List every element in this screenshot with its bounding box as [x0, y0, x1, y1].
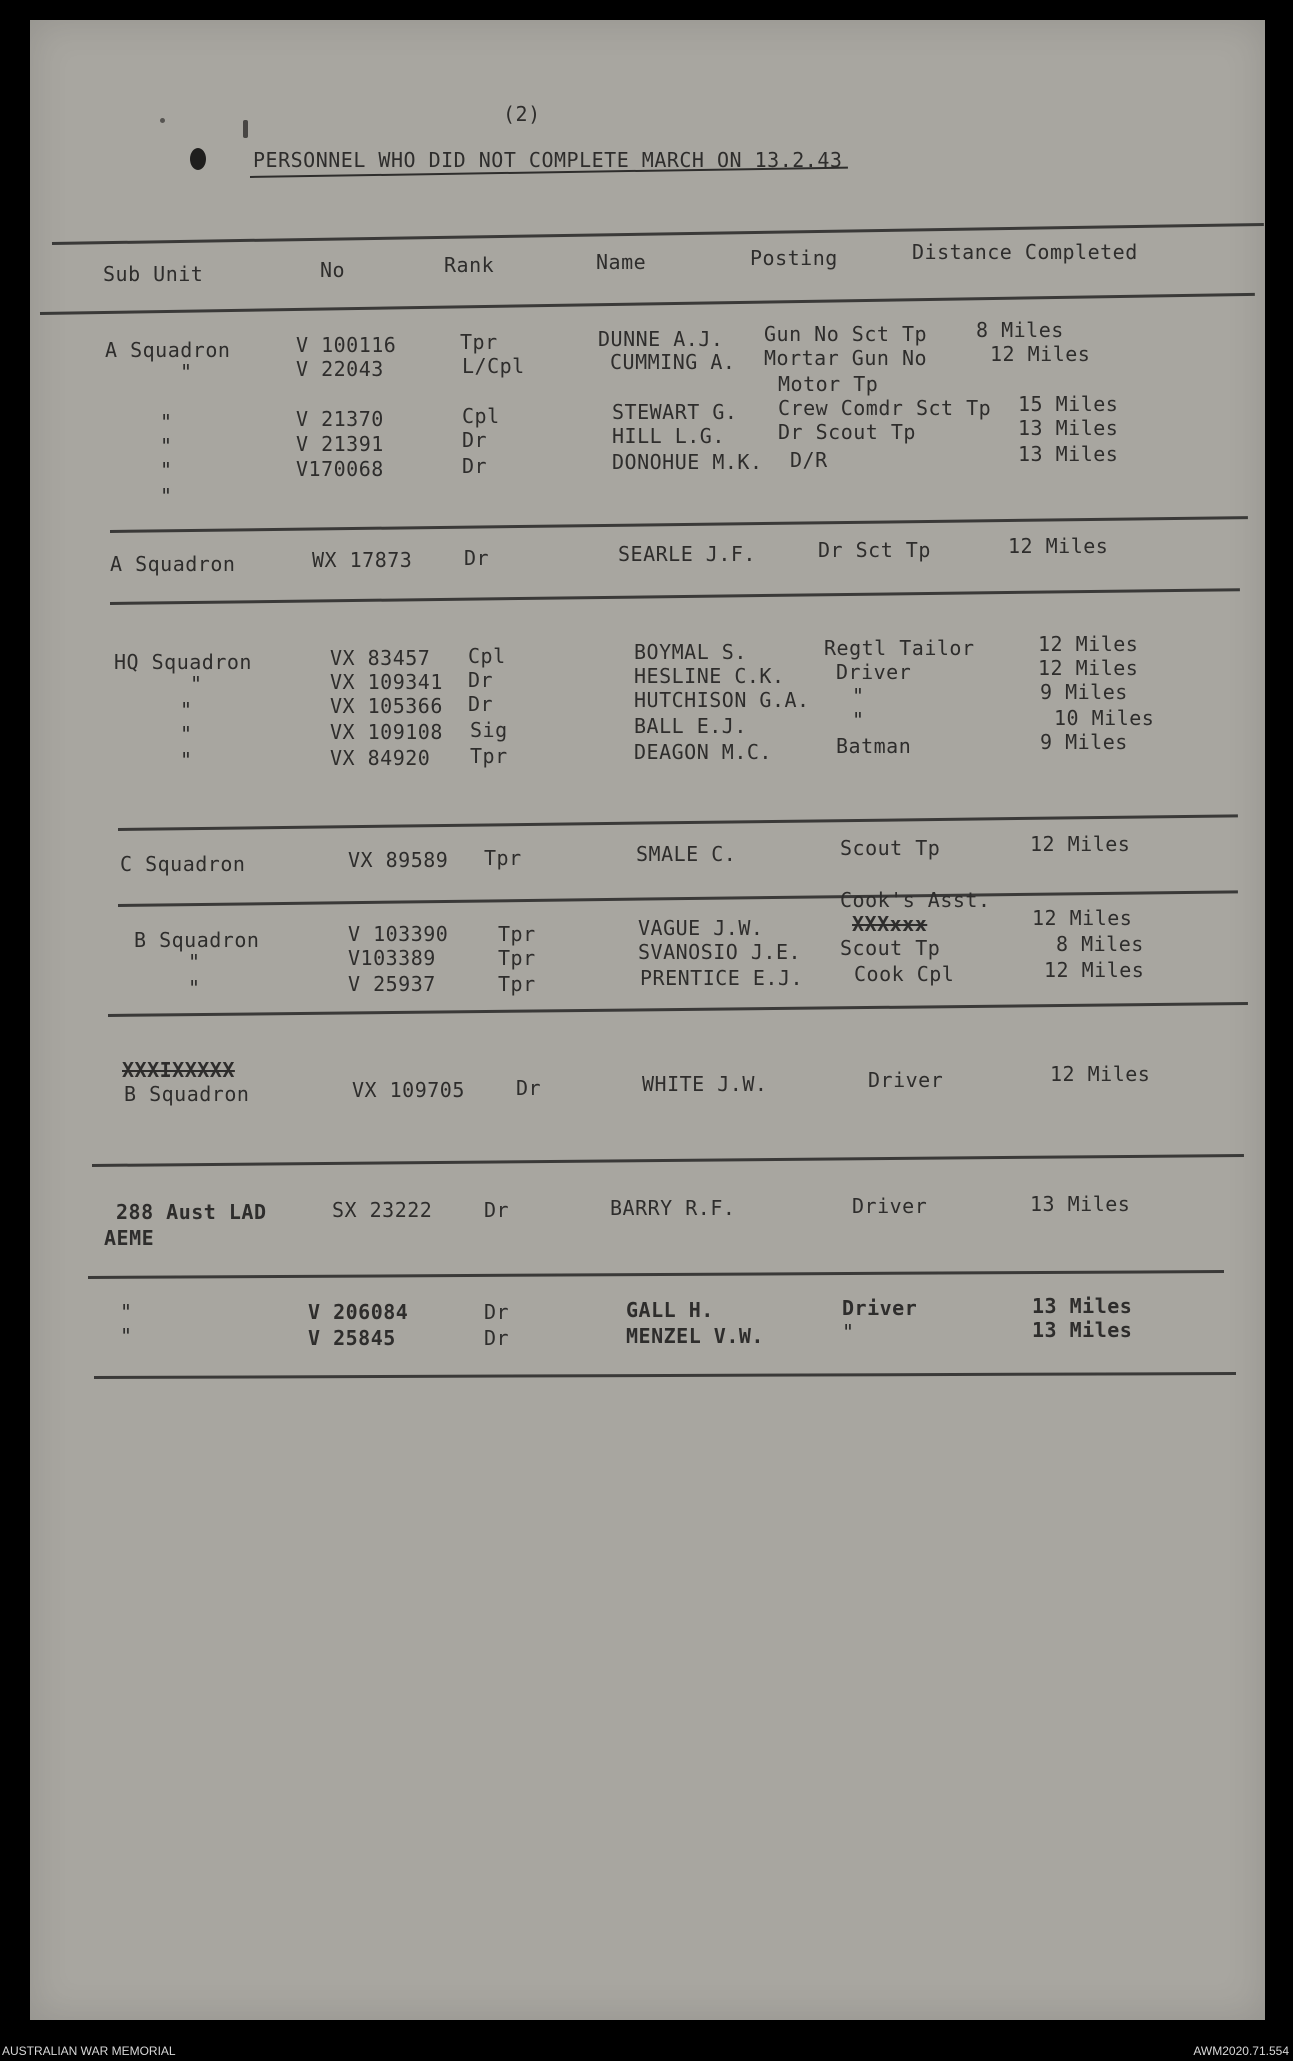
sub-unit-ditto: "	[180, 748, 193, 772]
posting: Mortar Gun No	[764, 346, 928, 370]
sub-unit-ditto: "	[160, 458, 173, 482]
distance: 15 Miles	[1018, 392, 1119, 416]
rank: Tpr	[470, 744, 508, 768]
rank: Dr	[464, 546, 490, 570]
distance: 12 Miles	[1050, 1062, 1151, 1086]
posting: Regtl Tailor	[824, 636, 975, 660]
service-number: V103389	[348, 946, 436, 970]
rank: Sig	[470, 718, 508, 742]
name: GALL H.	[626, 1298, 714, 1322]
name: STEWART G.	[612, 400, 738, 424]
posting: "	[842, 1320, 855, 1344]
struck-out-text: XXXIXXXXX	[122, 1058, 235, 1082]
distance: 12 Miles	[1008, 534, 1109, 558]
posting: Dr Scout Tp	[778, 420, 916, 444]
posting: Crew Comdr Sct Tp	[778, 396, 992, 420]
rank: Tpr	[460, 330, 498, 354]
distance: 9 Miles	[1040, 730, 1128, 754]
rank: Dr	[468, 692, 494, 716]
sub-unit-ditto: "	[188, 950, 201, 974]
service-number: VX 109108	[330, 720, 443, 744]
rank: Tpr	[498, 922, 536, 946]
name: CUMMING A.	[610, 350, 736, 374]
sub-unit: 288 Aust LAD	[116, 1200, 267, 1224]
rank: Dr	[484, 1198, 510, 1222]
ink-blot	[160, 118, 165, 123]
service-number: V 21391	[296, 432, 384, 456]
distance: 12 Miles	[1044, 958, 1145, 982]
service-number: V 22043	[296, 357, 384, 381]
footer-accession-number: AWM2020.71.554	[1193, 2044, 1289, 2058]
posting: Cook Cpl	[854, 962, 955, 986]
sub-unit-ditto: "	[160, 434, 173, 458]
rank: Dr	[468, 668, 494, 692]
column-header-posting: Posting	[750, 246, 838, 270]
name: HESLINE C.K.	[634, 664, 785, 688]
posting: Gun No Sct Tp	[764, 322, 928, 346]
distance: 13 Miles	[1018, 442, 1119, 466]
posting: Motor Tp	[778, 372, 879, 396]
name: BARRY R.F.	[610, 1196, 736, 1220]
rank: Cpl	[468, 644, 506, 668]
posting: Cook's Asst.	[840, 888, 991, 912]
distance: 12 Miles	[1038, 632, 1139, 656]
rank: Tpr	[498, 946, 536, 970]
sub-unit-ditto: "	[160, 484, 173, 508]
name: DUNNE A.J.	[598, 327, 724, 351]
sub-unit: AEME	[104, 1226, 155, 1250]
page-title: PERSONNEL WHO DID NOT COMPLETE MARCH ON 13.2.43	[253, 148, 843, 172]
distance: 13 Miles	[1018, 416, 1119, 440]
service-number: V 100116	[296, 333, 397, 357]
service-number: V 103390	[348, 922, 449, 946]
document-page	[30, 20, 1265, 2020]
sub-unit: B Squadron	[124, 1082, 250, 1106]
name: SVANOSIO J.E.	[638, 940, 802, 964]
name: DEAGON M.C.	[634, 740, 772, 764]
sub-unit-ditto: "	[188, 976, 201, 1000]
posting: Driver	[868, 1068, 944, 1092]
sub-unit: A Squadron	[110, 552, 236, 576]
rank: Tpr	[498, 972, 536, 996]
sub-unit-ditto: "	[120, 1300, 133, 1324]
service-number: V 25937	[348, 972, 436, 996]
name: BOYMAL S.	[634, 640, 747, 664]
sub-unit-ditto: "	[180, 722, 193, 746]
name: SMALE C.	[636, 842, 737, 866]
sub-unit-ditto: "	[180, 360, 193, 384]
sub-unit-ditto: "	[190, 672, 203, 696]
posting: Dr Sct Tp	[818, 538, 931, 562]
sub-unit-ditto: "	[120, 1324, 133, 1348]
column-header-distance: Distance Completed	[912, 240, 1138, 264]
name: WHITE J.W.	[642, 1072, 768, 1096]
sub-unit: A Squadron	[105, 338, 231, 362]
posting: Driver	[842, 1296, 918, 1320]
posting: D/R	[790, 448, 828, 472]
service-number: VX 83457	[330, 646, 431, 670]
rank: Dr	[484, 1326, 510, 1350]
posting: "	[852, 708, 865, 732]
service-number: VX 109705	[352, 1078, 465, 1102]
distance: 8 Miles	[976, 318, 1064, 342]
rank: Dr	[516, 1076, 542, 1100]
distance: 12 Miles	[1038, 656, 1139, 680]
footer-credit: AUSTRALIAN WAR MEMORIAL	[2, 2044, 176, 2058]
name: DONOHUE M.K.	[612, 450, 763, 474]
service-number: V 25845	[308, 1326, 396, 1350]
distance: 12 Miles	[1032, 906, 1133, 930]
rank: Dr	[462, 454, 488, 478]
ink-blot	[243, 120, 248, 138]
distance: 10 Miles	[1054, 706, 1155, 730]
service-number: VX 109341	[330, 670, 443, 694]
distance: 8 Miles	[1056, 932, 1144, 956]
service-number: V 21370	[296, 407, 384, 431]
name: HILL L.G.	[612, 424, 725, 448]
rank: Dr	[484, 1300, 510, 1324]
column-header-sub-unit: Sub Unit	[103, 262, 204, 286]
sub-unit: C Squadron	[120, 852, 246, 876]
column-header-no: No	[320, 258, 346, 282]
distance: 12 Miles	[1030, 832, 1131, 856]
posting: Driver	[836, 660, 912, 684]
sub-unit-ditto: "	[180, 698, 193, 722]
struck-out-text: XXXxxx	[852, 912, 928, 936]
name: VAGUE J.W.	[638, 916, 764, 940]
service-number: WX 17873	[312, 548, 413, 572]
sub-unit-ditto: "	[160, 410, 173, 434]
sub-unit: B Squadron	[134, 928, 260, 952]
posting: Driver	[852, 1194, 928, 1218]
posting: "	[852, 684, 865, 708]
name: SEARLE J.F.	[618, 542, 756, 566]
posting: Scout Tp	[840, 936, 941, 960]
service-number: VX 89589	[348, 848, 449, 872]
service-number: VX 84920	[330, 746, 431, 770]
name: HUTCHISON G.A.	[634, 688, 810, 712]
distance: 9 Miles	[1040, 680, 1128, 704]
service-number: V 206084	[308, 1300, 409, 1324]
posting: Scout Tp	[840, 836, 941, 860]
rank: Cpl	[462, 404, 500, 428]
name: PRENTICE E.J.	[640, 966, 804, 990]
distance: 12 Miles	[990, 342, 1091, 366]
distance: 13 Miles	[1030, 1192, 1131, 1216]
column-header-name: Name	[596, 250, 647, 274]
posting: Batman	[836, 734, 912, 758]
rank: L/Cpl	[462, 354, 525, 378]
column-header-rank: Rank	[444, 253, 495, 277]
sub-unit: HQ Squadron	[114, 650, 252, 674]
distance: 13 Miles	[1032, 1294, 1133, 1318]
service-number: VX 105366	[330, 694, 443, 718]
rank: Tpr	[484, 846, 522, 870]
name: MENZEL V.W.	[626, 1324, 764, 1348]
name: BALL E.J.	[634, 714, 747, 738]
rank: Dr	[462, 428, 488, 452]
service-number: V170068	[296, 457, 384, 481]
ink-blot	[190, 148, 206, 170]
page-number: (2)	[503, 102, 541, 126]
service-number: SX 23222	[332, 1198, 433, 1222]
distance: 13 Miles	[1032, 1318, 1133, 1342]
